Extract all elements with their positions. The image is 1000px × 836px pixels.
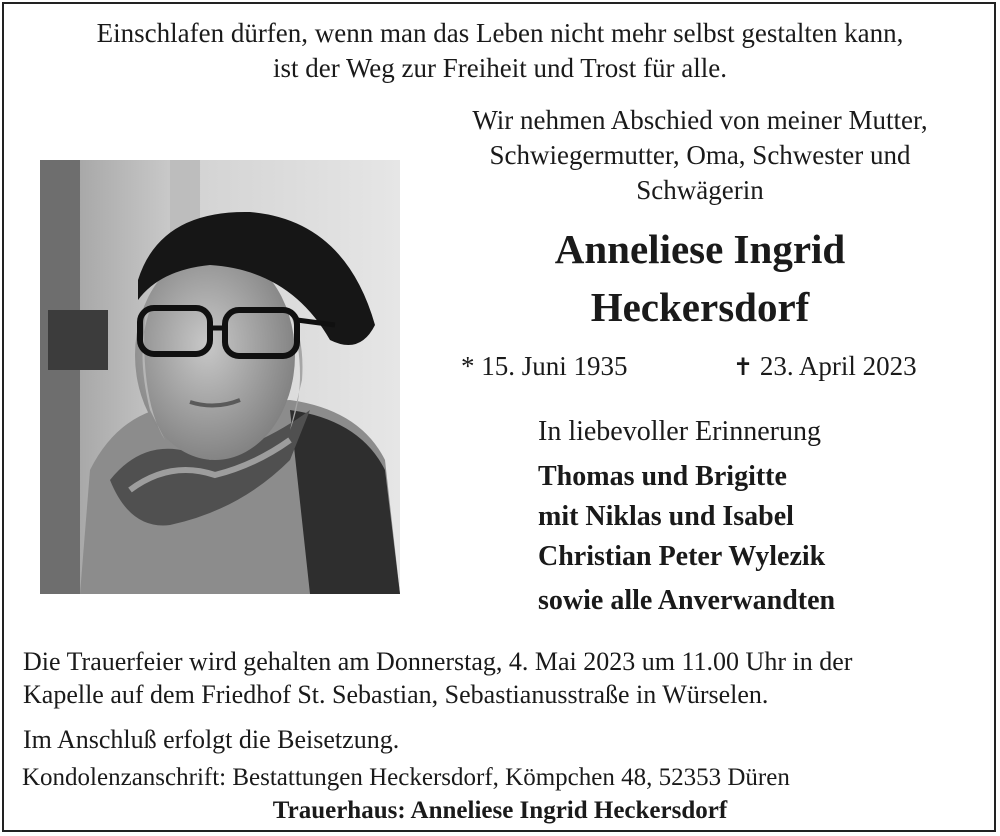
motto-line-2: ist der Weg zur Freiheit und Trost für alle. bbox=[272, 53, 728, 83]
intro-line-2: Schwiegermutter, Oma, Schwester und bbox=[489, 140, 911, 170]
ceremony-line-2: Kapelle auf dem Friedhof St. Sebastian, Sebastianusstraße in Würselen. bbox=[23, 680, 769, 709]
cross-icon: ✝ bbox=[733, 353, 754, 381]
birth-date: * 15. Juni 1935 bbox=[461, 351, 628, 381]
family-line-1: Thomas und Brigitte bbox=[538, 461, 787, 492]
family-line-2: mit Niklas und Isabel bbox=[538, 501, 794, 532]
memory-line: In liebevoller Erinnerung bbox=[538, 416, 822, 447]
intro-line-3: Schwägerin bbox=[636, 175, 764, 205]
motto-line-1: Einschlafen dürfen, wenn man das Leben nicht mehr selbst gestalten kann, bbox=[96, 18, 904, 48]
death-date-row bbox=[733, 349, 917, 384]
death-date: 23. April 2023 bbox=[759, 351, 917, 381]
mourning-house: Trauerhaus: Anneliese Ingrid Heckersdorf bbox=[272, 797, 728, 824]
burial-line: Im Anschluß erfolgt die Beisetzung. bbox=[23, 725, 400, 754]
condolence-address: Kondolenzanschrift: Bestattungen Heckersdorf, Kömpchen 48, 52353 Düren bbox=[22, 764, 790, 791]
intro-line-1: Wir nehmen Abschied von meiner Mutter, bbox=[472, 105, 928, 135]
deceased-surname: Heckersdorf bbox=[590, 284, 810, 330]
family-line-4: sowie alle Anverwandten bbox=[538, 585, 836, 616]
deceased-first-names: Anneliese Ingrid bbox=[554, 226, 846, 272]
ceremony-line-1: Die Trauerfeier wird gehalten am Donnerstag, 4. Mai 2023 um 11.00 Uhr in der bbox=[23, 647, 853, 676]
portrait-photo bbox=[40, 160, 400, 594]
family-line-3: Christian Peter Wylezik bbox=[538, 541, 826, 572]
